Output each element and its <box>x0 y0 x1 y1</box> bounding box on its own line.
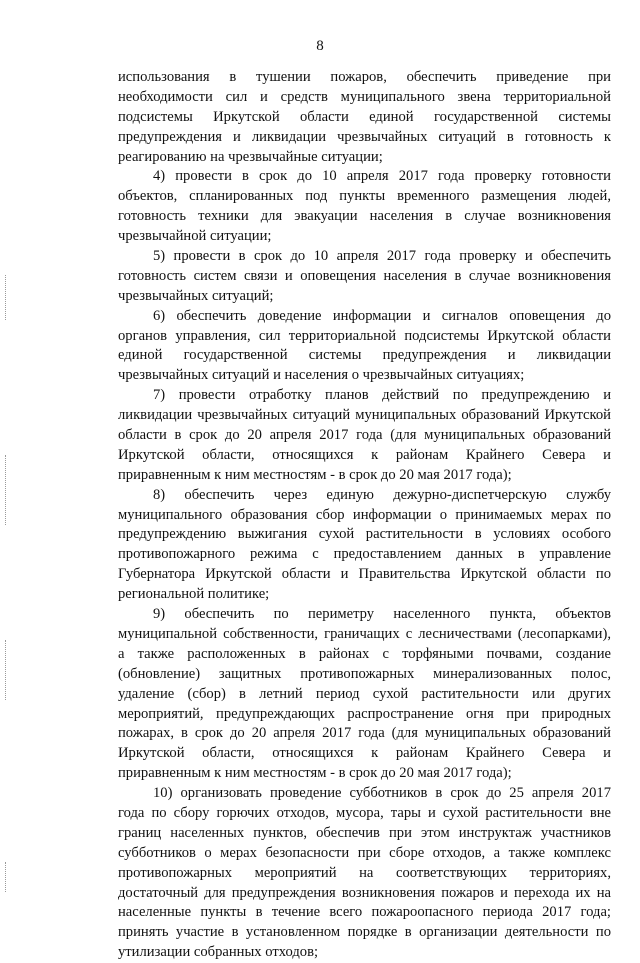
text-line: объектов, спланированных под пункты временного размещения людей, <box>118 188 611 205</box>
text-line: ликвидации чрезвычайных ситуаций муниципальных образований Иркутской <box>118 407 611 424</box>
text-line: 9) обеспечить по периметру населенного пункта, объектов <box>153 606 611 623</box>
text-line: необходимости сил и средств муниципального звена территориальной <box>118 88 611 105</box>
text-line: Губернатора Иркутской области и Правительства Иркутской области по <box>118 566 611 583</box>
text-line: пожарах, в срок до 20 апреля 2017 года (для муниципальных образований <box>118 725 611 742</box>
text-line: а также расположенных в районах с торфяными почвами, создание <box>118 645 611 662</box>
page-number: 8 <box>316 38 324 54</box>
text-line: подсистемы Иркутской области единой государственной системы <box>118 108 611 125</box>
scan-margin-mark <box>5 640 7 700</box>
text-line: принять участие в установленном порядке в организации деятельности по <box>118 924 611 941</box>
text-line: удаление (сбор) в летний период сухой растительности или других <box>118 685 611 702</box>
text-line: предупреждению выжигания сухой растительности в условиях особого <box>118 526 611 543</box>
text-line: приравненным к ним местностям - в срок до 20 мая 2017 года); <box>118 765 512 782</box>
text-line: границ населенных пунктов, обеспечив при этом инструктаж участников <box>118 824 611 841</box>
text-line: муниципального образования сбор информации о принимаемых мерах по <box>118 506 611 523</box>
text-line: (обновление) защитных противопожарных минерализованных полос, <box>118 665 611 682</box>
scan-margin-mark <box>5 862 7 892</box>
text-line: населенные пункты в течение всего пожароопасного периода 2017 года; <box>118 904 611 921</box>
text-line: Иркутской области, относящихся к районам Крайнего Севера и <box>118 745 611 762</box>
document-body <box>118 68 611 963</box>
text-line: 4) провести в срок до 10 апреля 2017 года проверку готовности <box>153 168 611 185</box>
text-line: чрезвычайных ситуаций и населения о чрезвычайных ситуациях; <box>118 367 525 384</box>
text-line: субботников о мерах безопасности при сборе отходов, а также комплекс <box>118 844 611 861</box>
text-line: года по сбору горючих отходов, мусора, тары и сухой растительности вне <box>118 804 611 821</box>
text-line: 5) провести в срок до 10 апреля 2017 года проверку и обеспечить <box>153 248 611 265</box>
text-line: предупреждения и ликвидации чрезвычайных ситуаций в готовность к <box>118 128 611 145</box>
text-line: готовность техники для эвакуации населения в случае возникновения <box>118 208 611 225</box>
text-line: муниципальной собственности, граничащих с лесничествами (лесопарками), <box>118 625 611 642</box>
text-line: 6) обеспечить доведение информации и сигналов оповещения до <box>153 307 611 324</box>
text-line: мероприятий, предупреждающих распространение огня при природных <box>118 705 611 722</box>
text-line: 7) провести отработку планов действий по предупреждению и <box>153 387 611 404</box>
text-line: 8) обеспечить через единую дежурно-диспетчерскую службу <box>153 486 611 503</box>
text-line: чрезвычайных ситуаций; <box>118 287 274 304</box>
scan-margin-mark <box>5 275 7 320</box>
text-line: чрезвычайной ситуации; <box>118 228 272 245</box>
text-line: реагированию на чрезвычайные ситуации; <box>118 148 383 165</box>
text-line: региональной политике; <box>118 586 270 603</box>
text-line: единой государственной системы предупреждения и ликвидации <box>118 347 611 364</box>
text-line: утилизации собранных отходов; <box>118 944 319 961</box>
text-line: противопожарных мероприятий на соответствующих территориях, <box>118 864 611 881</box>
text-line: органов управления, сил территориальной подсистемы Иркутской области <box>118 327 611 344</box>
text-line: области в срок до 20 апреля 2017 года (для муниципальных образований <box>118 427 611 444</box>
text-line: использования в тушении пожаров, обеспечить приведение при <box>118 69 611 85</box>
text-line: Иркутской области, относящихся к районам Крайнего Севера и <box>118 446 611 463</box>
text-line: 10) организовать проведение субботников в срок до 25 апреля 2017 <box>153 785 611 802</box>
text-line: приравненным к ним местностям - в срок до 20 мая 2017 года); <box>118 466 512 483</box>
text-line: достаточный для предупреждения возникновения пожаров и перехода их на <box>118 884 611 901</box>
scan-margin-mark <box>5 455 7 525</box>
text-line: готовность систем связи и оповещения населения в случае возникновения <box>118 267 611 284</box>
text-line: противопожарного режима с предоставлением данных в управление <box>118 546 611 563</box>
